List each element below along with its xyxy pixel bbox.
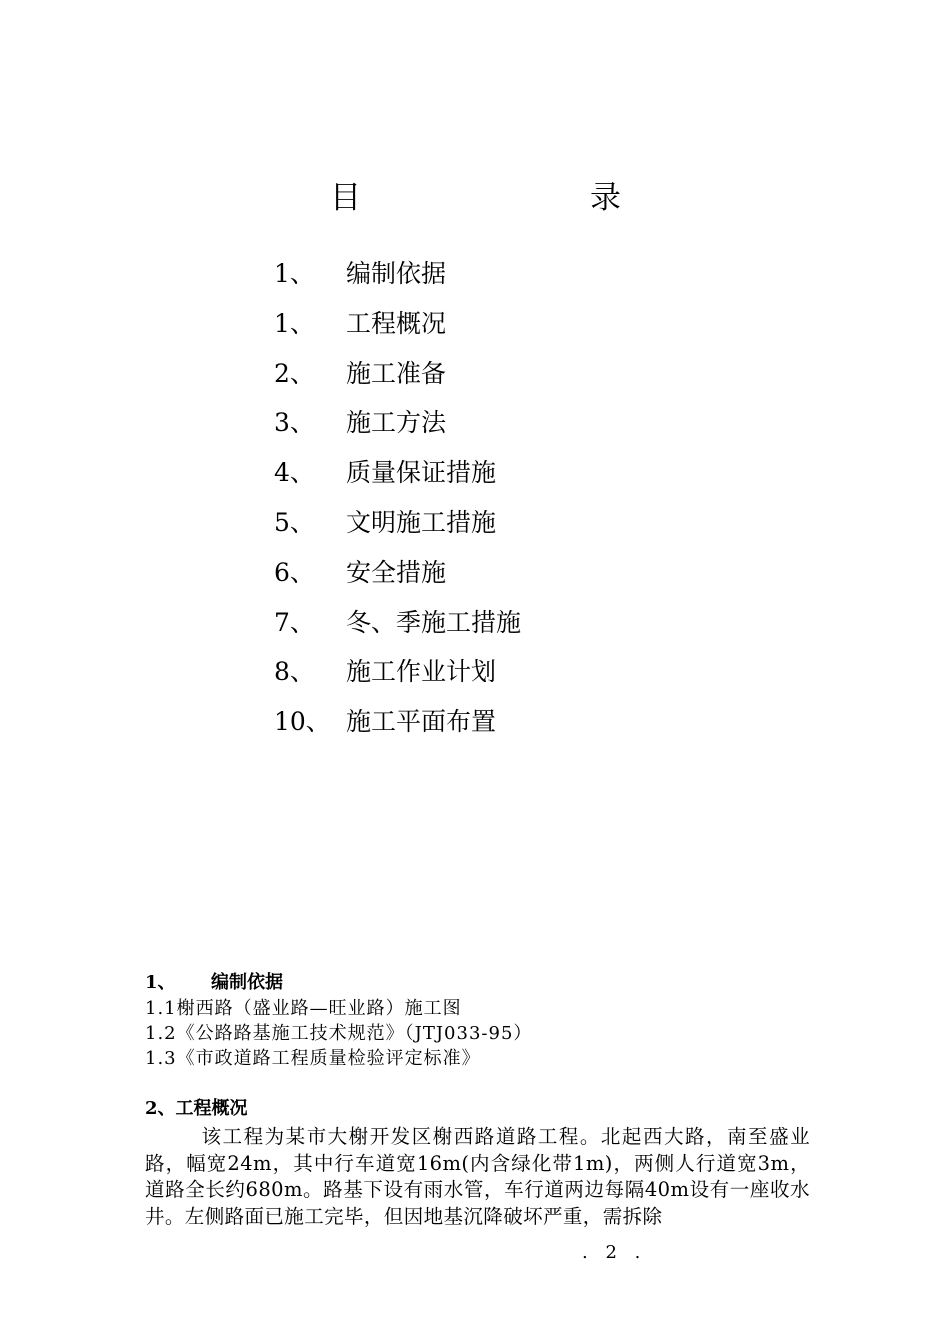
section-overview [145, 1094, 810, 1230]
toc-item [274, 700, 521, 750]
toc-title-left: 目 [330, 180, 361, 216]
toc-item [274, 302, 521, 352]
toc-item-text: 施工方法 [346, 408, 447, 438]
page-number: . 2 . [582, 1242, 647, 1263]
toc-item-text: 施工准备 [346, 358, 447, 388]
toc-item [274, 650, 521, 700]
toc-item [274, 352, 521, 402]
toc-item-number: 8、 [274, 657, 315, 687]
toc-item-number: 1、 [274, 259, 315, 288]
toc-item-number: 4、 [274, 458, 315, 488]
toc-title [0, 176, 950, 220]
toc-item [274, 451, 521, 501]
toc-list [274, 252, 521, 750]
toc-item-text: 施工作业计划 [346, 657, 497, 687]
toc-title-right: 录 [590, 180, 621, 216]
toc-item [274, 401, 521, 451]
toc-item-number: 2、 [274, 358, 315, 388]
toc-item-number: 6、 [274, 557, 315, 587]
section-heading: 2、工程概况 [145, 1098, 248, 1119]
toc-item-number: 10、 [274, 707, 331, 737]
toc-item-number: 3、 [274, 408, 315, 438]
toc-item [274, 252, 521, 302]
section-number: 1、 [145, 972, 176, 993]
basis-line: 1.3《市政道路工程质量检验评定标准》 [145, 1048, 481, 1069]
toc-item [274, 501, 521, 551]
toc-item-text: 安全措施 [346, 557, 447, 587]
overview-paragraph: 该工程为某市大榭开发区榭西路道路工程。北起西大路，南至盛业路，幅宽24m，其中行车道宽16m(内含绿化带1m)，两侧人行道宽3m，道路全长约680m。路基下设有雨水管，车行道两边每隔40m设有一座收水井。左侧路面已施工完毕，但因地基沉降破坏严重，需拆除 [145, 1125, 810, 1228]
toc-item-text: 文明施工措施 [346, 507, 497, 537]
toc-item [274, 601, 521, 651]
toc-item-text: 质量保证措施 [346, 458, 497, 488]
toc-item-number: 7、 [274, 607, 315, 637]
toc-item-text: 工程概况 [346, 308, 447, 338]
toc-item-number: 5、 [274, 507, 315, 537]
section-heading [145, 970, 810, 996]
basis-line: 1.2《公路路基施工技术规范》（JTJ033-95） [145, 1023, 533, 1044]
toc-item-text: 施工平面布置 [346, 707, 497, 737]
toc-item-number: 1、 [274, 308, 315, 338]
toc-item-text: 冬、季施工措施 [346, 607, 522, 637]
section-title: 编制依据 [211, 972, 283, 993]
toc-item [274, 551, 521, 601]
section-basis [145, 970, 810, 1071]
toc-item-text: 编制依据 [346, 259, 447, 288]
basis-line: 1.1榭西路（盛业路—旺业路）施工图 [145, 998, 462, 1019]
